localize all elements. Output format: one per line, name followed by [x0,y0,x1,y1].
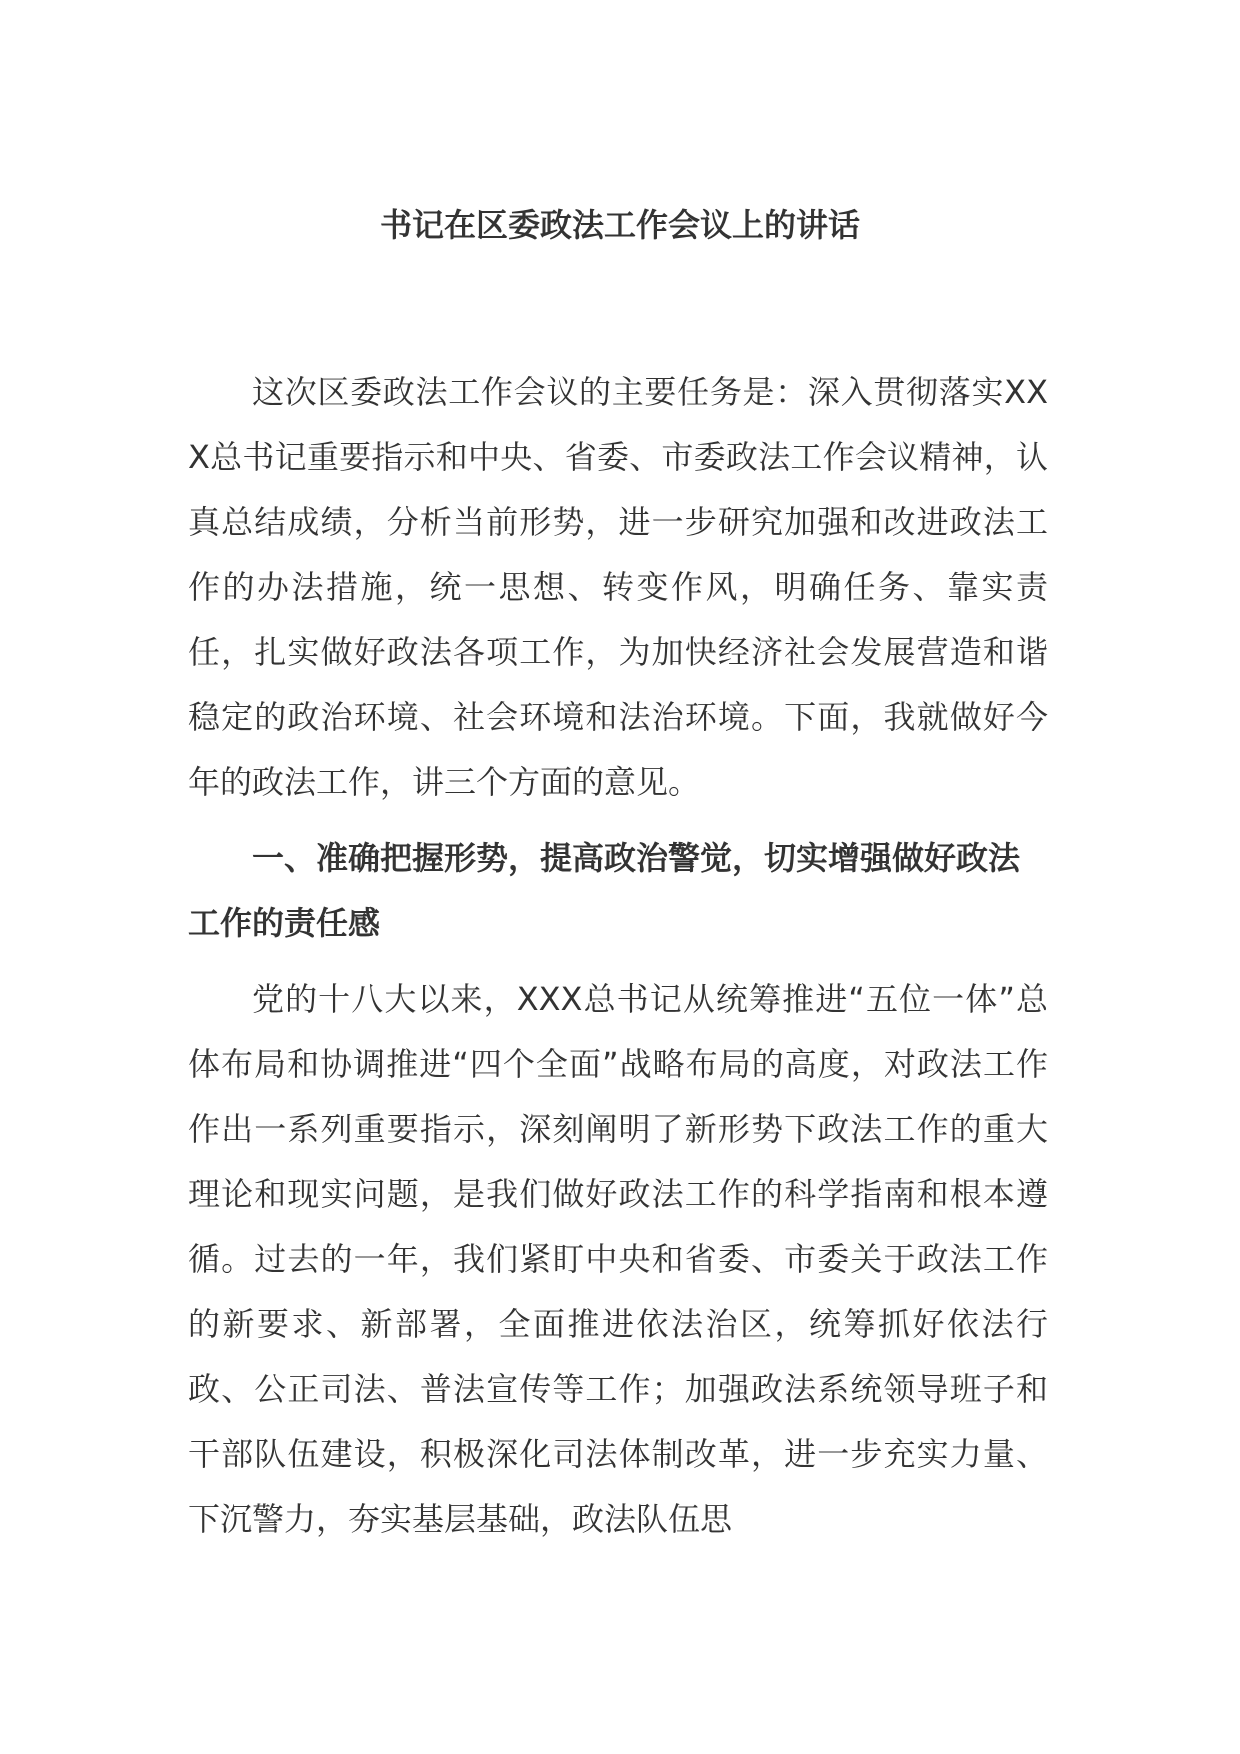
document-title: 书记在区委政法工作会议上的讲话 [379,206,860,244]
paragraph-intro: 这次区委政法工作会议的主要任务是：深入贯彻落实XXX总书记重要指示和中央、省委、市委政法工作会议精神，认真总结成绩，分析当前形势，进一步研究加强和改进政法工作的办法措施，统一思想、转变作风，明确任务、靠实责任，扎实做好政法各项工作，为加快经济社会发展营造和谐稳定的政治环境、社会环境和法治环境。下面，我就做好今年的政法工作，讲三个方面的意见。 [188,373,1048,801]
section-heading-1: 一、准确把握形势，提高政治警觉，切实增强做好政法工作的责任感 [188,839,1021,942]
document-body [188,360,1048,1552]
paragraph-section-1: 党的十八大以来，XXX总书记从统筹推进“五位一体”总体布局和协调推进“四个全面”战略布局的高度，对政法工作作出一系列重要指示，深刻阐明了新形势下政法工作的重大理论和现实问题，是我们做好政法工作的科学指南和根本遵循。过去的一年，我们紧盯中央和省委、市委关于政法工作的新要求、新部署，全面推进依法治区，统筹抓好依法行政、公正司法、普法宣传等工作；加强政法系统领导班子和干部队伍建设，积极深化司法体制改革，进一步充实力量、下沉警力，夯实基层基础，政法队伍思 [188,980,1048,1538]
